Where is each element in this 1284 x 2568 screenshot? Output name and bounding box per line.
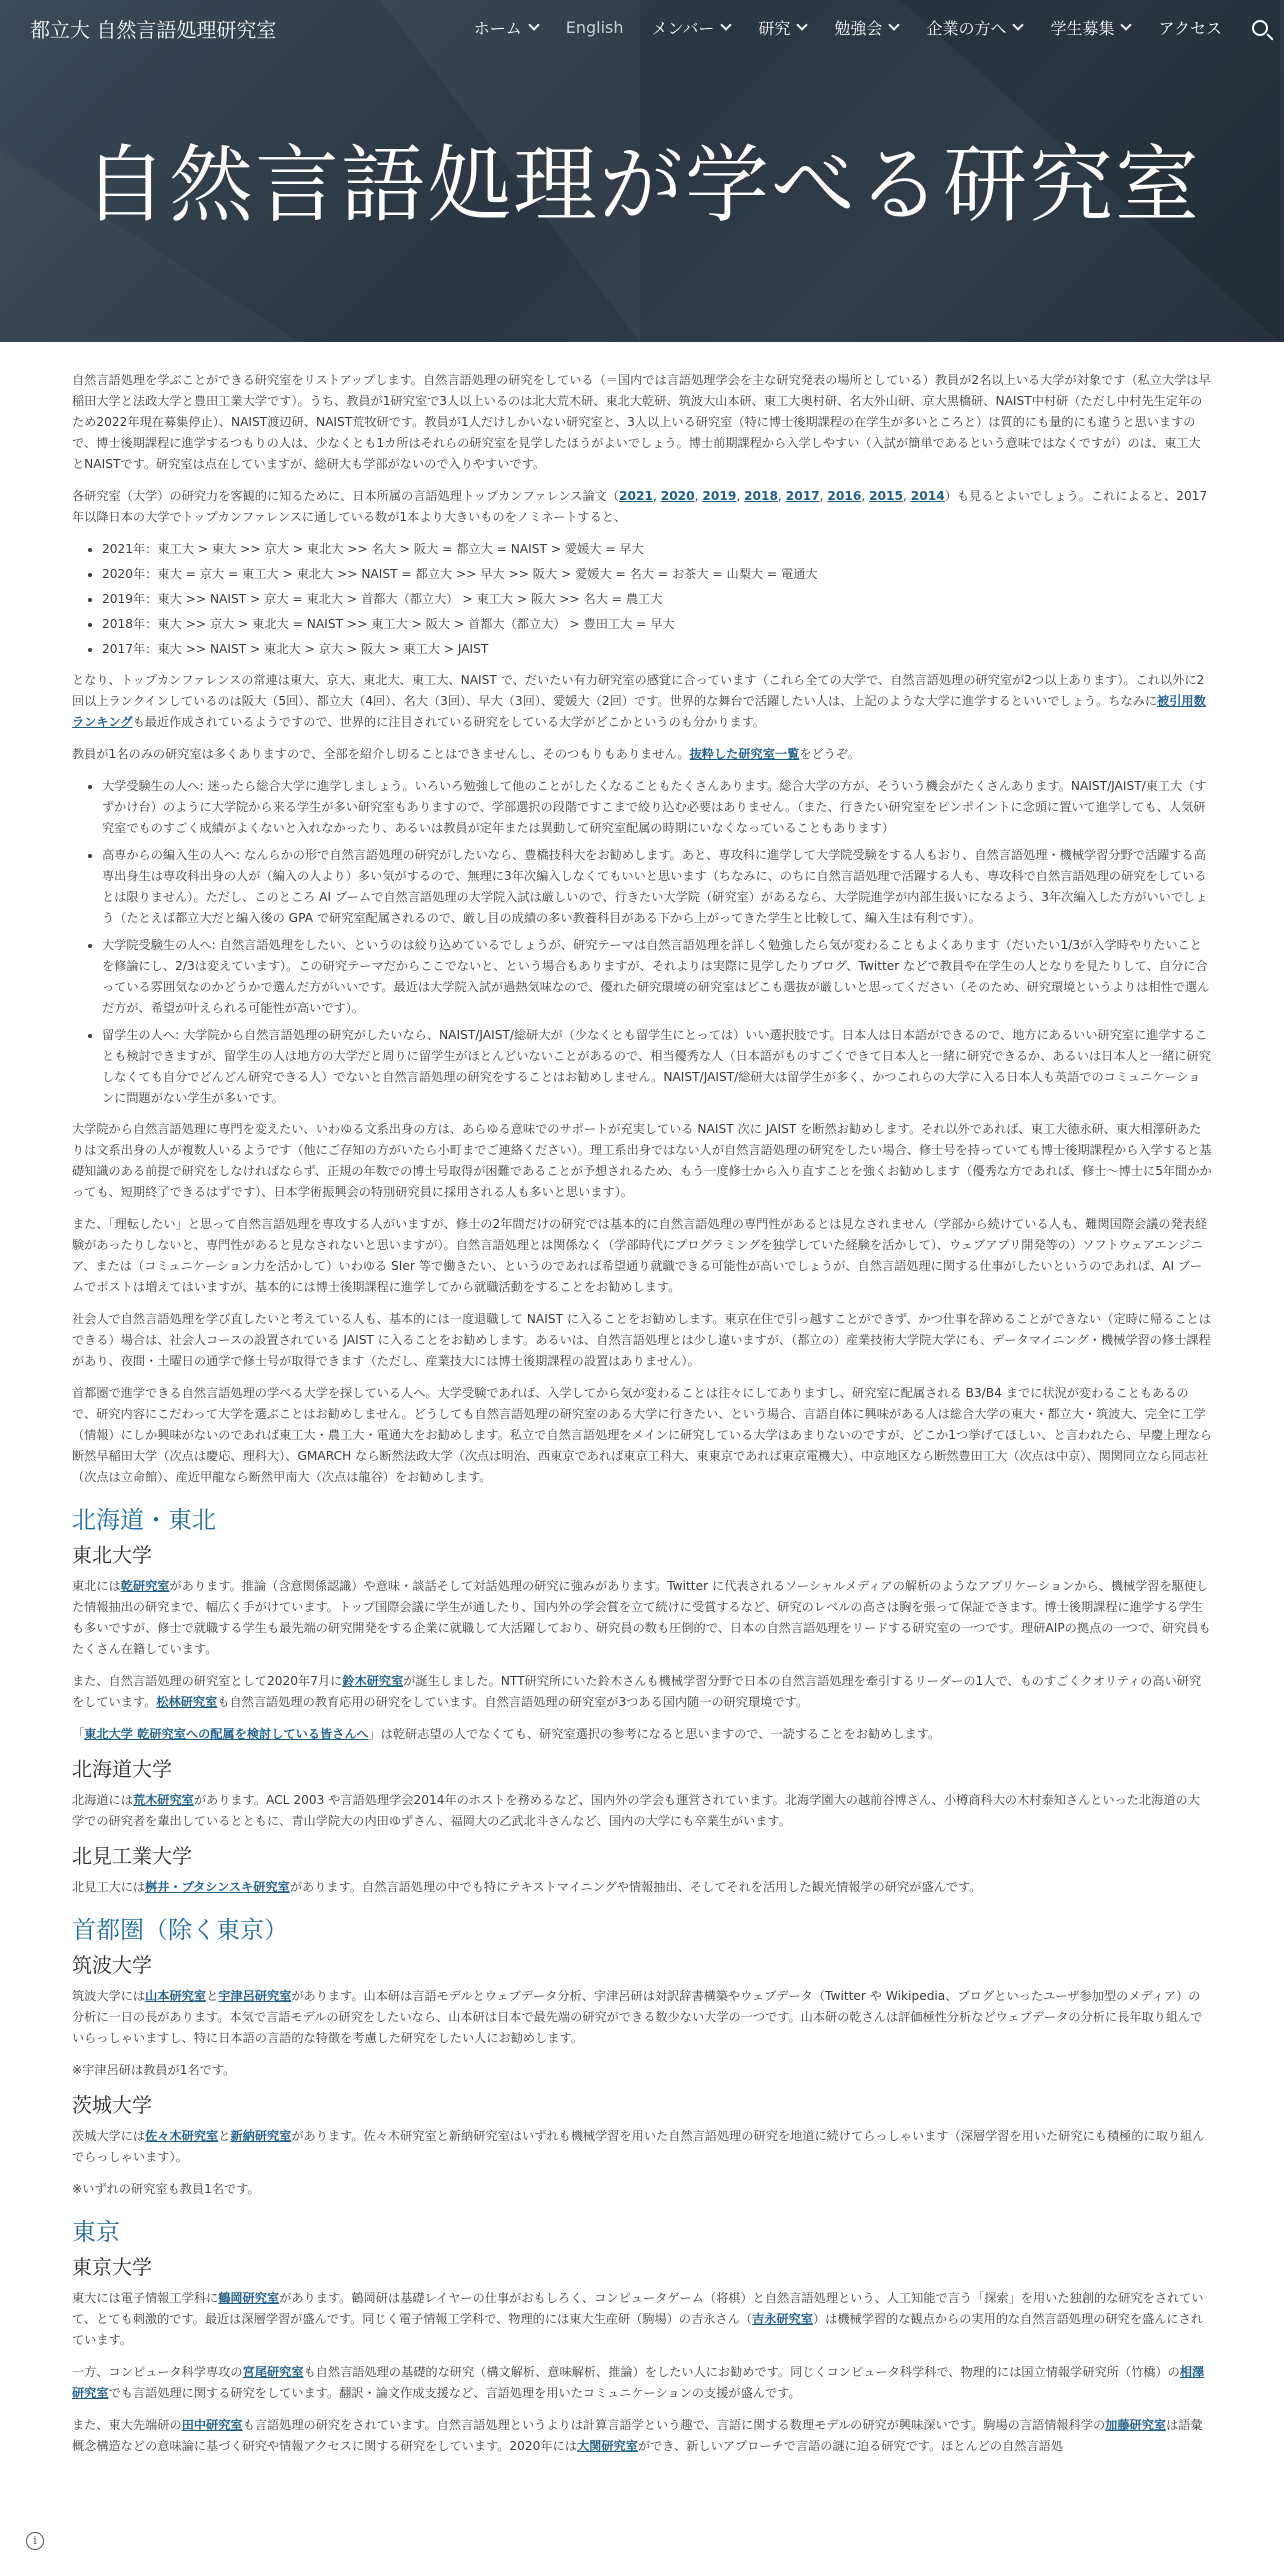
tsukuba-paragraph: 筑波大学には山本研究室と宇津呂研究室があります。山本研は言語モデルとウェブデータ分析、宇津呂研は対訳辞書構築やウェブデータ（Twitter や Wikipedia、ブログといったユーザ参加型のメディア）の分析に一日の長があります。本気で言語モデルの研究をしたいなら、山本研は日本で最先端の研究ができる数少ない大学の一つです。山本研の乾さんは評価極性分析などウェブデータの分析に長年取り組んでいらっしゃいますし、特に日本語の言語的な特徴を考慮した研究をしたい人にお勧めします。 (72, 1989, 1203, 2045)
kitami-paragraph: 北見工大には桝井・プタシンスキ研究室があります。自然言語処理の中でも特にテキストマイニングや情報抽出、そしてそれを活用した観光情報学の研究が盛んです。 (72, 1880, 982, 1894)
sasaki-lab-link[interactable]: 佐々木研究室 (145, 2129, 219, 2143)
shinnou-lab-link[interactable]: 新納研究室 (230, 2129, 292, 2143)
yamamoto-lab-link[interactable]: 山本研究室 (145, 1989, 207, 2003)
ranking-summary: となり、トップカンファレンスの常連は東大、京大、東北大、東工大、NAIST で、だいたい有力研究室の感覚に合っています（これら全ての大学で、自然言語処理の研究室が2つ以上あります）。これ以外に2回以上ランクインしているのは阪大（5回）、都立大（4回）、名大（3回）、早大（3回）、愛媛大（2回）です。世界的な舞台で活躍したい人は、上記のような大学に進学するといいでしょう。ちなみに被引用数ランキングも最近作成されているようですので、世界的に注目されている研究をしている大学がどこかというのも分かります。 (72, 673, 1206, 729)
conference-paragraph: 各研究室（大学）の研究力を客観的に知るために、日本所属の言語処理トップカンファレンス論文（2021, 2020, 2019, 2018, 2017, 2016, 2015, 2014）も見るとよいでしょう。これによると、2017年以降日本の大学でトップカンファレンスに通している数が1本より大きいものをノミネートすると、 (72, 489, 1208, 524)
nav-item[interactable] (834, 16, 898, 39)
year-link[interactable]: 2017 (785, 489, 820, 503)
lab-list-link[interactable]: 抜粋した研究室一覧 (689, 747, 800, 761)
yoshinaga-lab-link[interactable]: 吉永研究室 (752, 2312, 813, 2326)
nav-item-label: 学生募集 (1050, 19, 1115, 38)
tohoku-paragraph-2: また、自然言語処理の研究室として2020年7月に鈴木研究室が誕生しました。NTT研究所にいた鈴木さんも機械学習分野で日本の自然言語処理を牽引するリーダーの1人で、ものすごくクオリティの高い研究をしています。松林研究室も自然言語処理の教育応用の研究をしています。自然言語処理の研究室が3つある国内随一の研究環境です。 (72, 1674, 1202, 1709)
nav-item-label: アクセス (1158, 19, 1222, 38)
tohoku-paragraph: 東北には乾研究室があります。推論（含意関係認識）や意味・談話そして対話処理の研究に強みがあります。Twitter に代表されるソーシャルメディアの解析のようなアプリケーションから、機械学習を駆使した情報抽出の研究まで、幅広く手がけています。トップ国際会議に学生が通したり、国内外の学会賞を立て続けに受賞するなど、研究のレベルの高さは胸を張って保証できます。博士後期課程に進学する学生も多いですが、修士で就職する学生も最先端の研究開発をする企業に就職して大活躍しており、研究員の数も圧倒的で、日本の自然言語処理をリードする研究室の一つです。理研AIPの拠点の一つで、研究員もたくさん在籍しています。 (72, 1579, 1211, 1656)
nav-item-label: 勉強会 (834, 19, 883, 38)
year-link[interactable]: 2014 (910, 489, 945, 503)
advice-item: • 大学院受験生の人へ: 自然言語処理をしたい、というのは絞り込めているでしょうが、研究テーマは自然言語処理を詳しく勉強したら気が変わることもよくあります（だいたい1/3が入学時やりたいことを修論にし、2/3は変えています）。この研究テーマだからここでないと、という場合もありますが、それよりは実際に見学したりブログ、Twitter などで教員や在学生の人となりを見たりして、自分に合っている雰囲気なのかどうかで選んだ方がいいです。最近は大学院入試が過熱気味なので、優れた研究環境の研究室はどこも選抜が厳しいと思ってください（そのため、研究環境というよりは相性で選んだ方が、希望が叶えられる可能性が高いです）。 (102, 935, 1212, 1019)
nav-item[interactable] (926, 16, 1022, 39)
nav-item-label: 企業の方へ (926, 19, 1007, 38)
ranking-item: • 2021年：東工大 > 東大 >> 京大 > 東北大 >> 名大 > 阪大 = 都立大 = NAIST > 愛媛大 = 早大 (102, 539, 1212, 560)
humanities-paragraph: 大学院から自然言語処理に専門を変えたい、いわゆる文系出身の方は、あらゆる意味でのサポートが充実している NAIST 次に JAIST を断然お勧めします。それ以外であれば、東工大徳永研、東大相澤研あたりは文系出身の人が複数人いるようです（他にご存知の方がいたら小町までご連絡ください）。理工系出身ではない人が自然言語処理の研究をしたい場合、修士号を持っていても博士後期課程から入学すると基礎知識のある前提で研究をしなければならず、正規の年数での博士号取得が困難であることが予想されるため、もう一度修士から入り直すことを強くお勧めします（優秀な方であれば、修士〜博士に5年間かかっても、短期終了できるはずです）、日本学術振興会の特別研究員に採用される人も多いと思います）。 (72, 1122, 1212, 1199)
chevron-down-icon (1121, 19, 1132, 30)
advice-list (102, 776, 1212, 1109)
suzuki-lab-link[interactable]: 鈴木研究室 (342, 1674, 404, 1688)
nav-item-label: メンバー (651, 19, 715, 38)
info-icon[interactable]: i (26, 2532, 44, 2550)
nav-item-label: ホーム (473, 19, 522, 38)
ibaraki-note: ※いずれの研究室も教員1名です。 (72, 2182, 260, 2196)
year-link[interactable]: 2016 (827, 489, 862, 503)
citation-ranking-link[interactable]: 被引用数ランキング (72, 694, 1206, 729)
kato-lab-link[interactable]: 加藤研究室 (1105, 2418, 1167, 2432)
nav-menu (446, 16, 1268, 39)
chevron-down-icon (797, 19, 808, 30)
tohoku-paragraph-3: 「東北大学 乾研究室への配属を検討している皆さんへ」は乾研志望の人でなくても、研究室選択の参考になると思いますので、一読することをお勧めします。 (72, 1727, 941, 1741)
todai-paragraph-2: 一方、コンピュータ科学専攻の宮尾研究室も自然言語処理の基礎的な研究（構文解析、意味解析、推論）をしたい人にお勧めです。同じくコンピュータ科学科で、物理的には国立情報学研究所（竹橋）の相澤研究室でも言語処理に関する研究をしています。翻訳・論文作成支援など、言語処理を用いたコミュニケーションの支援が盛んです。 (72, 2365, 1205, 2400)
matsubayashi-lab-link[interactable]: 松林研究室 (156, 1695, 218, 1709)
chevron-down-icon (889, 19, 900, 30)
ranking-item: • 2020年：東大 = 京大 = 東工大 > 東北大 >> NAIST = 都立大 >> 早大 >> 阪大 > 愛媛大 = 名大 = お茶大 = 山梨大 = 電通大 (102, 564, 1212, 585)
ibaraki-paragraph: 茨城大学には佐々木研究室と新納研究室があります。佐々木研究室と新納研究室はいずれも機械学習を用いた自然言語処理の研究を地道に続けてらっしゃいます（深層学習を用いた研究にも積極的に取り組んでらっしゃいます）。 (72, 2129, 1205, 2164)
main-content (72, 370, 1212, 2468)
university-heading-kitami: 北見工業大学 (72, 1844, 192, 1868)
chevron-down-icon (1013, 19, 1024, 30)
search-icon[interactable] (1252, 20, 1268, 36)
araki-lab-link[interactable]: 荒木研究室 (132, 1793, 194, 1807)
utsuro-lab-link[interactable]: 宇津呂研究室 (218, 1989, 292, 2003)
intro-paragraph: 自然言語処理を学ぶことができる研究室をリストアップします。自然言語処理の研究をしている（＝国内では言語処理学会を主な研究発表の場所としている）教員が2名以上いる大学が対象です（私立大学は早稲田大学と法政大学と豊田工業大学です）。うち、教員が1研究室で3人以上いるのは北大荒木研、東北大乾研、筑波大山本研、東工大奥村研、名大外山研、京大黒橋研、NAIST中村研（ただし中村先生定年のため2022年現在募集停止）、NAIST渡辺研、NAIST荒牧研です。教員が1人だけしかいない研究室と、3人以上いる研究室（特に博士後期課程の在学生が多いところと）は質的にも量的にも違うと思いますので、博士後期課程に進学するつもりの人は、少なくとも1カ所はそれらの研究室を見学したほうがよいでしょう。博士前期課程から入学しやすい（入試が簡単であるという意味ではなくですが）のは、東工大とNAISTです。研究室は点在していますが、総研大も学部がないので入りやすいです。 (72, 373, 1211, 471)
university-heading-tohoku: 東北大学 (72, 1543, 152, 1567)
nav-item-label: 研究 (758, 19, 791, 38)
advice-item: • 大学受験生の人へ: 迷ったら総合大学に進学しましょう。いろいろ勉強して他のことがしたくなることもたくさんあります。総合大学の方が、そういう機会がたくさんあります。NAIST/JAIST/東工大（すずかけ台）のように大学院から来る学生が多い研究室もありますので、学部選択の段階ですこまで絞り込む必要はありません。（また、行きたい研究室をピンポイントに念頭に置いて進学しても、人気研究室でものすごく成績がよくないと入れなかったり、あるいは教員が定年または異動して研究室配属の時期にいなくなっていることもあります） (102, 776, 1212, 839)
career-paragraph: また、「理転したい」と思って自然言語処理を専攻する人がいますが、修士の2年間だけの研究では基本的に自然言語処理の専門性があるとは見なされません（学部から続けている人も、難関国際会議の発表経験があったりしないと、専門性があると見なされないと思いますが）。自然言語処理とは関係なく（学部時代にプログラミングを独学していた経験を活かして）、ウェブアプリ開発等の）ソフトウェアエンジニア、または（コミュニケーション力を活かして）いわゆる SIer 等で働きたい、というのであれば希望通り就職できる可能性が高いでしょうが、自然言語処理に関する仕事がしたいというのであれば、AI ブームでポストは増えてはいますが、基本的には博士後期課程に進学してから就職活動をすることをお勧めします。 (72, 1217, 1208, 1294)
year-link[interactable]: 2018 (744, 489, 778, 503)
nav-item[interactable] (1050, 16, 1130, 39)
university-heading-ibaraki: 茨城大学 (72, 2093, 152, 2117)
hokkaido-paragraph: 北海道には荒木研究室があります。ACL 2003 や言語処理学会2014年のホストを務めるなど、国内外の学会も運営されています。北海学園大の越前谷博さん、小樽商科大の木村泰知さんといった北海道の大学での研究者を輩出しているとともに、青山学院大の内田ゆずさん、福岡大の乙武北斗さんなど、国内の大学にも卒業生がいます。 (72, 1793, 1200, 1828)
masui-ptaszynski-lab-link[interactable]: 桝井・プタシンスキ研究室 (145, 1880, 290, 1894)
inui-lab-guide-link[interactable]: 東北大学 乾研究室への配属を検討している皆さんへ (84, 1727, 369, 1741)
year-link[interactable]: 2015 (869, 489, 903, 503)
year-link[interactable]: 2019 (702, 489, 737, 503)
lab-list-paragraph: 教員が1名のみの研究室は多くありますので、全部を紹介し切ることはできませんし、そのつもりもありません。抜粋した研究室一覧をどうぞ。 (72, 747, 861, 761)
top-navigation (0, 0, 1284, 56)
miyao-lab-link[interactable]: 宮尾研究室 (242, 2365, 304, 2379)
chevron-down-icon (528, 19, 539, 30)
year-links: 2021, 2020, 2019, 2018, 2017, 2016, 2015, 2014 (619, 489, 945, 503)
working-adult-paragraph: 社会人で自然言語処理を学び直したいと考えている人も、基本的には一度退職して NAIST に入ることをお勧めします。東京在住で引っ越すことができず、かつ仕事を辞めることができない（定時に帰ることはできる）場合は、社会人コースの設置されている JAIST に入ることをお勧めします。あるいは、自然言語処理とは少し違いますが、（都立の）産業技術大学院大学にも、データマイニング・機械学習の修士課程があり、夜間・土曜日の通学で修士号が取得できます（ただし、産業技大には博士後期課程の設置はありません）。 (72, 1312, 1211, 1368)
tanaka-lab-link[interactable]: 田中研究室 (181, 2418, 243, 2432)
ranking-item: • 2017年：東大 >> NAIST > 東北大 > 京大 > 阪大 > 東工大 > JAIST (102, 639, 1212, 660)
nav-item-label: English (565, 18, 624, 37)
nav-item[interactable] (758, 16, 806, 39)
university-heading-tsukuba: 筑波大学 (72, 1953, 152, 1977)
section-heading-shutoken: 首都圏（除く東京） (72, 1916, 288, 1944)
hero-banner (0, 0, 1284, 342)
ranking-list (102, 539, 1212, 660)
todai-paragraph: 東大には電子情報工学科に鶴岡研究室があります。鶴岡研は基礎レイヤーの仕事がおもしろく、コンピュータゲーム（将棋）と自然言語処理という、人工知能で言う「探索」を用いた独創的な研究をされていて、とても刺激的です。最近は深層学習が盛んです。同じく電子情報工学科で、物理的には東大生産研（駒場）の吉永さん（吉永研究室）は機械学習的な観点からの実用的な自然言語処理の研究を盛んにされています。 (72, 2291, 1204, 2347)
advice-item: • 高専からの編入生の人へ: なんらかの形で自然言語処理の研究がしたいなら、豊橋技科大をお勧めします。あと、専攻科に進学して大学院受験をする人もおり、自然言語処理・機械学習分野で活躍する高専出身生は専攻科出身の人が（編入の人より）多い気がするので、無理に3年次編入しなくてもいいと思います（ちなみに、のちに自然言語処理で活躍する人も、専攻科で自然言語処理の研究をしているとは限りません）。ただし、このところ AI ブームで自然言語処理の大学院入試は厳しいので、行きたい大学院（研究室）があるなら、大学院進学が内部生扱いになるよう、3年次編入した方がいいでしょう（たとえば都立大だと編入後の GPA で研究室配属されるので、厳し目の成績の多い教養科目がある下から上がってきた学生と比較して、編入生は有利です）。 (102, 845, 1212, 929)
site-title[interactable]: 都立大 自然言語処理研究室 (30, 18, 277, 42)
chevron-down-icon (721, 19, 732, 30)
ranking-item: • 2019年：東大 >> NAIST > 京大 = 東北大 > 首都大（都立大） > 東工大 > 阪大 >> 名大 = 農工大 (102, 589, 1212, 610)
inui-lab-link[interactable]: 乾研究室 (120, 1579, 170, 1593)
tsuruoka-lab-link[interactable]: 鶴岡研究室 (218, 2291, 280, 2305)
section-heading-hokkaido-tohoku: 北海道・東北 (72, 1506, 216, 1534)
year-link[interactable]: 2020 (660, 489, 695, 503)
page-title: 自然言語処理が学べる研究室 (82, 136, 1201, 234)
aizawa-lab-link[interactable]: 相澤研究室 (72, 2365, 1205, 2400)
nav-item[interactable] (1158, 16, 1222, 39)
oseki-lab-link[interactable]: 大関研究室 (577, 2439, 638, 2453)
ranking-item: • 2018年：東大 >> 京大 > 東北大 = NAIST >> 東工大 > 阪大 > 首都大（都立大） > 豊田工大 = 早大 (102, 614, 1212, 635)
section-heading-tokyo: 東京 (72, 2218, 120, 2246)
university-heading-hokkaido: 北海道大学 (72, 1757, 172, 1781)
todai-paragraph-3: また、東大先端研の田中研究室も言語処理の研究をされています。自然言語処理というよりは計算言語学という趣で、言語に関する数理モデルの研究が興味深いです。駒場の言語情報科学の加藤研究室は語彙概念構造などの意味論に基づく研究や情報アクセスに関する研究をしています。2020年には大関研究室ができ、新しいアプローチで言語の謎に迫る研究です。ほとんどの自然言語処 (72, 2418, 1203, 2453)
advice-item: • 留学生の人へ: 大学院から自然言語処理の研究がしたいなら、NAIST/JAIST/総研大が（少なくとも留学生にとっては）いい選択肢です。日本人は日本語ができるので、地方にあるいい研究室に進学することも検討できますが、留学生の人は地方の大学だと周りに留学生がほとんどいないことがあるので、相当優秀な人（日本語がものすごくできて日本人と一緒に研究できるか、あるいは日本人と一緒に研究しなくても自分でどんどん研究できる人）でないと自然言語処理の研究をすることはお勧めしません。NAIST/JAIST/総研大は留学生が多く、かつこれらの大学に入る日本人も英語でのコミュニケーションに問題がない学生が多いです。 (102, 1025, 1212, 1109)
university-heading-todai: 東京大学 (72, 2255, 152, 2279)
tokyo-area-paragraph: 首都圏で進学できる自然言語処理の学べる大学を探している人へ。大学受験であれば、入学してから気が変わることは往々にしてありますし、研究室に配属される B3/B4 までに状況が変わることもあるので、研究内容にこだわって大学を選ぶことはお勧めしません。どうしても自然言語処理の研究室のある大学に行きたい、という場合、言語自体に興味がある人は総合大学の東大・都立大・筑波大、完全に工学（情報）にしか興味がないのであれば東工大・農工大・電通大をお勧めします。私立で自然言語処理をメインに研究している大学はあまりないのですが、どこか1つ挙げてほしい、と言われたら、早慶上理なら断然早稲田大学（次点は慶応、理科大）、GMARCH なら断然法政大学（次点は明治、西東京であれば東京工科大、東東京であれば東京電機大）、中京地区なら断然豊田工大（次点は中京）、関関同立なら同志社（次点は立命館）、産近甲龍なら断然甲南大（次点は龍谷）をお勧めします。 (72, 1386, 1212, 1484)
nav-item[interactable] (474, 16, 538, 39)
nav-item[interactable] (652, 16, 731, 39)
nav-item[interactable] (566, 18, 624, 37)
tsukuba-note: ※宇津呂研は教員が1名です。 (72, 2063, 236, 2077)
year-link[interactable]: 2021 (619, 489, 653, 503)
